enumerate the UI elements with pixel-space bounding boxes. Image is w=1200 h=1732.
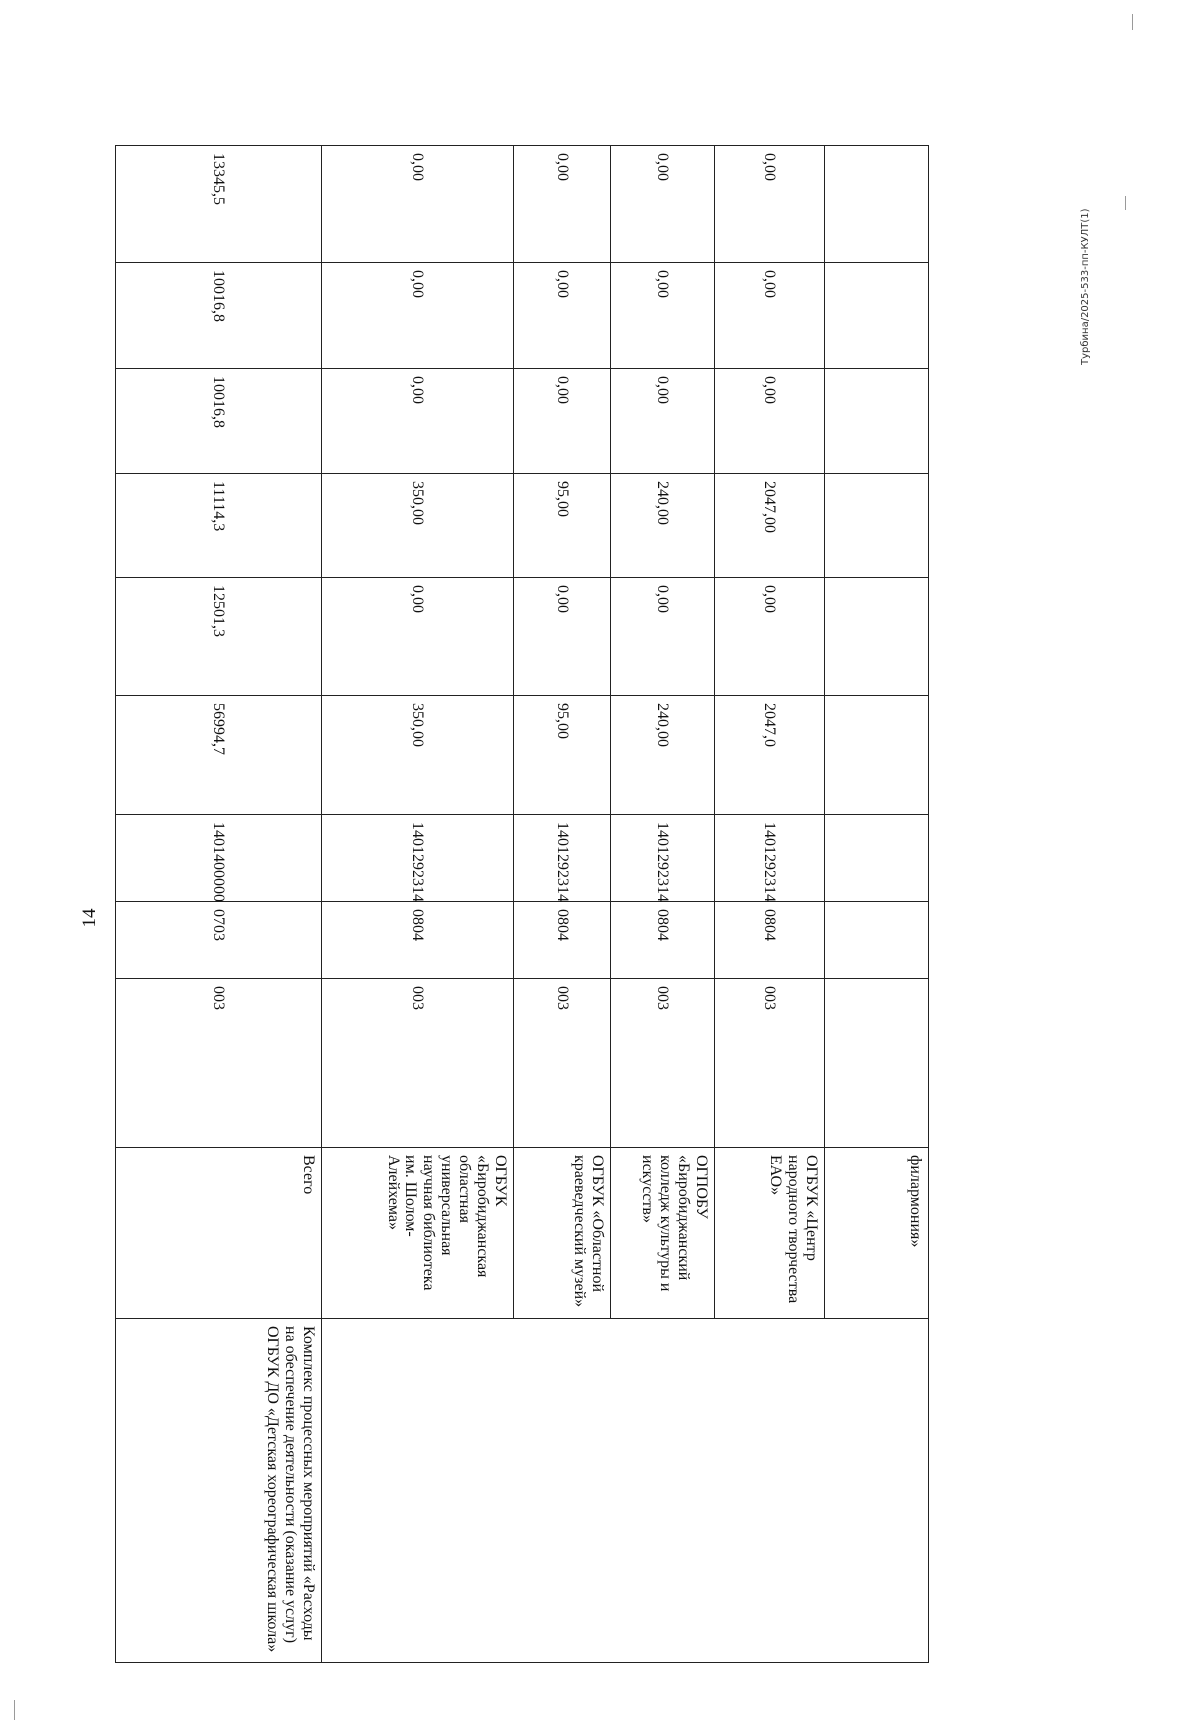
table-cell-c5: 0,00 [715,578,825,696]
table-cell-c8: 10016,8 [116,263,322,369]
table-cell-c8: 0,00 [322,263,514,369]
scan-artifact [1125,196,1126,210]
rotated-table-area [210,0,1015,1732]
table-cell-c8 [825,263,929,369]
table-cell-c3: 1401292314 [514,815,611,902]
budget-table [115,145,929,1663]
table-row [825,146,929,1663]
table-cell-c4 [825,696,929,815]
group-cell [322,1319,929,1663]
table-cell-c5: 12501,3 [116,578,322,696]
row-name-cell: ОГБУК «Биробиджанская областная универсальная научная библиотека им. Шолом-Алейхема» [322,1148,514,1319]
document-footer-code: Турбина/2025-533-пп-КУЛТ(1) [1080,208,1091,365]
table-cell-c7: 0,00 [715,369,825,474]
table-cell-c9: 0,00 [322,146,514,263]
table-cell-c3 [825,815,929,902]
table-cell-c4: 350,00 [322,696,514,815]
row-name-cell: Всего [116,1148,322,1319]
table-cell-c3: 1401292314 [715,815,825,902]
table-cell-c5: 0,00 [322,578,514,696]
table-cell-c1: 003 [611,979,715,1148]
table-cell-c7: 0,00 [611,369,715,474]
table-cell-c6 [825,474,929,578]
scan-artifact [1132,14,1133,30]
row-name-cell: ОГПОБУ «Биробиджанский колледж культуры и искусств» [611,1148,715,1319]
group-cell: Комплекс процессных мероприятий «Расходы на обеспечение деятельности (оказание услуг) ОГБУК ДО «Детская хореографическая школа» [116,1319,322,1663]
table-cell-c2: 0804 [715,902,825,979]
row-name-cell: ОГБУК «Областной краеведческий музей» [514,1148,611,1319]
table-cell-c7: 10016,8 [116,369,322,474]
table-cell-c5: 0,00 [514,578,611,696]
table-cell-c2: 0804 [514,902,611,979]
table-cell-c3: 1401292314 [322,815,514,902]
page-number: 14 [79,908,100,928]
table-cell-c1 [825,979,929,1148]
table-cell-c4: 56994,7 [116,696,322,815]
table-cell-c2: 0703 [116,902,322,979]
table-cell-c9: 0,00 [611,146,715,263]
table-row [116,146,322,1663]
row-name-cell: ОГБУК «Центр народного творчества ЕАО» [715,1148,825,1319]
table-cell-c2: 0804 [611,902,715,979]
table-cell-c3: 1401292314 [611,815,715,902]
table-cell-c4: 240,00 [611,696,715,815]
table-cell-c1: 003 [514,979,611,1148]
table-cell-c2: 0804 [322,902,514,979]
table-cell-c5: 0,00 [611,578,715,696]
table-cell-c9: 13345,5 [116,146,322,263]
row-name-cell: филармония» [825,1148,929,1319]
table-cell-c1: 003 [715,979,825,1148]
table-cell-c8: 0,00 [715,263,825,369]
table-cell-c7 [825,369,929,474]
table-cell-c1: 003 [116,979,322,1148]
table-cell-c6: 350,00 [322,474,514,578]
scan-artifact [14,1700,15,1720]
table-cell-c8: 0,00 [514,263,611,369]
table-cell-c6: 11114,3 [116,474,322,578]
table-cell-c7: 0,00 [514,369,611,474]
table-cell-c2 [825,902,929,979]
table-cell-c4: 95,00 [514,696,611,815]
table-cell-c7: 0,00 [322,369,514,474]
table-cell-c3: 1401400000 [116,815,322,902]
table-cell-c9: 0,00 [514,146,611,263]
table-cell-c1: 003 [322,979,514,1148]
table-cell-c5 [825,578,929,696]
table-cell-c6: 240,00 [611,474,715,578]
table-cell-c9: 0,00 [715,146,825,263]
table-cell-c6: 2047,00 [715,474,825,578]
table-cell-c9 [825,146,929,263]
table-cell-c8: 0,00 [611,263,715,369]
table-cell-c4: 2047,0 [715,696,825,815]
table-cell-c6: 95,00 [514,474,611,578]
